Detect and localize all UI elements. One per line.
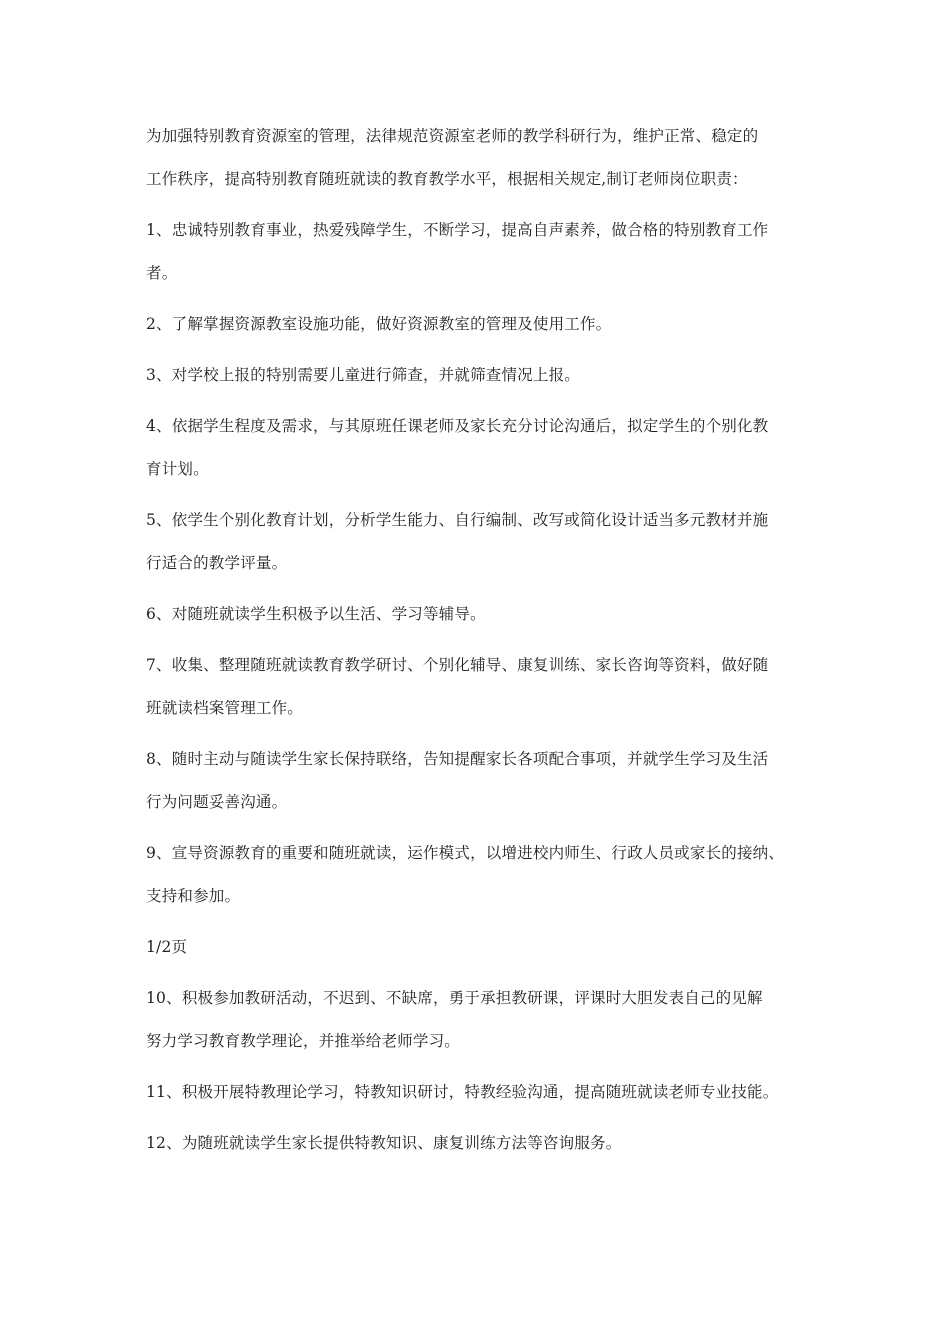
- item-9-line-1: 9、宣导资源教育的重要和随班就读，运作模式，以增进校内师生、行政人员或家长的接纳、: [146, 844, 785, 862]
- item-3: 3、对学校上报的特别需要儿童进行筛查，并就筛查情况上报。: [146, 366, 580, 384]
- item-11: 11、积极开展特教理论学习，特教知识研讨，特教经验沟通，提高随班就读老师专业技能。: [146, 1083, 779, 1101]
- item-9-line-2: 支持和参加。: [146, 887, 241, 905]
- page-indicator: 1/2页: [146, 938, 188, 956]
- item-1-line-1: 1、忠诚特别教育事业，热爱残障学生，不断学习，提高自声素养，做合格的特别教育工作: [146, 221, 769, 239]
- item-8-line-2: 行为问题妥善沟通。: [146, 793, 288, 811]
- item-6: 6、对随班就读学生积极予以生活、学习等辅导。: [146, 605, 486, 623]
- item-7-line-2: 班就读档案管理工作。: [146, 699, 304, 717]
- paragraph-intro-line-2: 工作秩序，提高特别教育随班就读的教育教学水平，根据相关规定,制订老师岗位职责：: [146, 170, 748, 188]
- item-8-line-1: 8、随时主动与随读学生家长保持联络，告知提醒家长各项配合事项，并就学生学习及生活: [146, 750, 769, 768]
- item-10-line-1: 10、积极参加教研活动，不迟到、不缺席，勇于承担教研课，评课时大胆发表自己的见解: [146, 989, 763, 1007]
- item-1-line-2: 者。: [146, 264, 178, 282]
- item-7-line-1: 7、收集、整理随班就读教育教学研讨、个别化辅导、康复训练、家长咨询等资料，做好随: [146, 656, 769, 674]
- item-10-line-2: 努力学习教育教学理论，并推举给老师学习。: [146, 1032, 461, 1050]
- item-4-line-2: 育计划。: [146, 460, 209, 478]
- item-12: 12、为随班就读学生家长提供特教知识、康复训练方法等咨询服务。: [146, 1134, 622, 1152]
- item-5-line-2: 行适合的教学评量。: [146, 554, 288, 572]
- item-4-line-1: 4、依据学生程度及需求，与其原班任课老师及家长充分讨论沟通后，拟定学生的个别化教: [146, 417, 769, 435]
- paragraph-intro-line-1: 为加强特别教育资源室的管理，法律规范资源室老师的教学科研行为，维护正常、稳定的: [146, 127, 759, 145]
- item-2: 2、了解掌握资源教室设施功能，做好资源教室的管理及使用工作。: [146, 315, 612, 333]
- item-5-line-1: 5、依学生个别化教育计划，分析学生能力、自行编制、改写或简化设计适当多元教材并施: [146, 511, 769, 529]
